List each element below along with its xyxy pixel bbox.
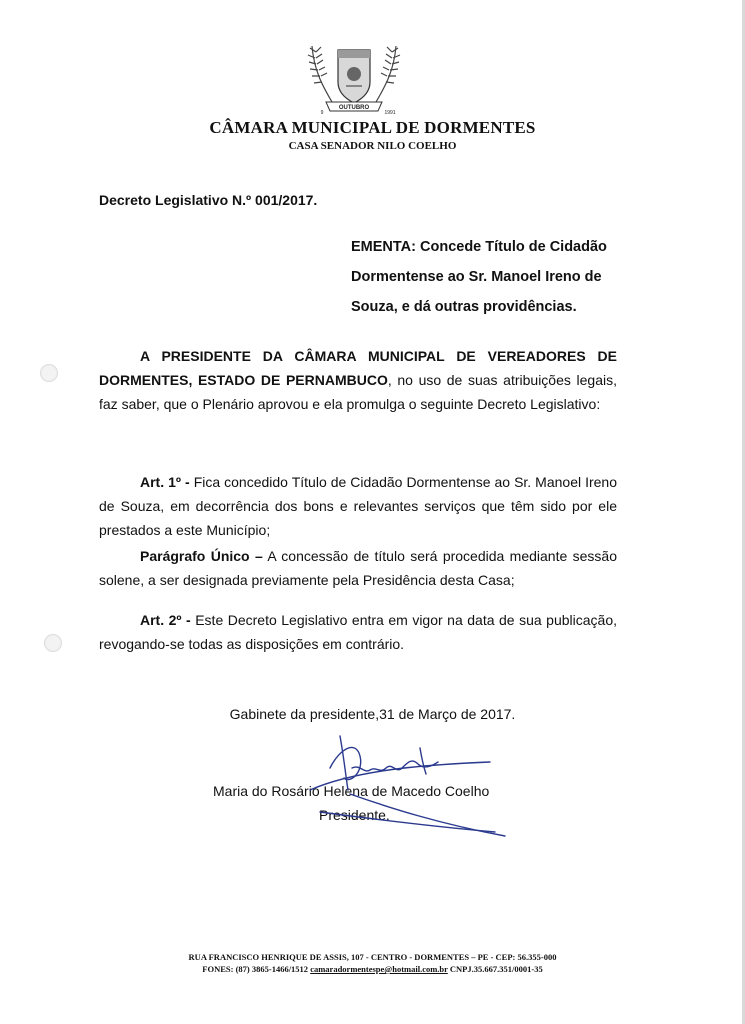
crest-year-text: 1991 xyxy=(384,110,396,116)
signer-name: Maria do Rosário Helena de Macedo Coelho xyxy=(213,783,490,799)
handwritten-signature xyxy=(300,728,515,848)
punch-hole-bottom xyxy=(44,634,62,652)
article-1-text: Fica concedido Título de Cidadão Dormentense ao Sr. Manoel Ireno de Souza, em decorrência dos bons e relevantes serviços que têm sido por ele prestados a este Município; xyxy=(99,474,618,538)
footer-cnpj: CNPJ.35.667.351/0001-35 xyxy=(447,964,543,974)
preamble-bold: A PRESIDENTE DA CÂMARA MUNICIPAL DE VEREADORES DE DORMENTES, ESTADO DE PERNAMBUCO xyxy=(99,348,617,388)
footer-address: RUA FRANCISCO HENRIQUE DE ASSIS, 107 - CENTRO - DORMENTES – PE - CEP: 56.355-000 xyxy=(188,952,557,962)
ementa-summary: EMENTA: Concede Título de Cidadão Dormentense ao Sr. Manoel Ireno de Souza, e dá outras providências. xyxy=(351,239,607,315)
article-1 xyxy=(99,470,617,542)
punch-hole-top xyxy=(40,364,58,382)
paragraph-unique xyxy=(99,544,617,592)
preamble-text: , no uso de suas atribuições legais, faz saber, que o Plenário aprovou e ela promulga o seguinte Decreto Legislativo: xyxy=(99,372,617,412)
article-2 xyxy=(99,608,617,656)
article-1-label: Art. 1º - xyxy=(140,474,190,490)
paragraph-unique-label: Parágrafo Único – xyxy=(140,548,263,564)
coat-of-arms-icon xyxy=(302,40,406,118)
article-2-text: Este Decreto Legislativo entra em vigor na data de sua publicação, revogando-se todas as disposições em contrário. xyxy=(99,612,618,652)
footer-phones: FONES: (87) 3865-1466/1512 xyxy=(202,964,311,974)
date-line: Gabinete da presidente,31 de Março de 2017. xyxy=(229,706,516,722)
wheat-left-icon xyxy=(308,46,332,102)
article-2-label: Art. 2º - xyxy=(140,612,191,628)
crest-ribbon-text: OUTUBRO xyxy=(338,105,370,111)
wheat-right-icon xyxy=(376,46,400,102)
chamber-title: CÂMARA MUNICIPAL DE DORMENTES xyxy=(209,118,536,137)
svg-text:9: 9 xyxy=(320,110,324,116)
paragraph-unique-text: A concessão de título será procedida mediante sessão solene, a ser designada previamente pela Presidência desta Casa; xyxy=(99,548,617,588)
footer-contacts xyxy=(0,964,745,974)
chamber-subtitle: CASA SENADOR NILO COELHO xyxy=(288,140,457,152)
footer-email-link[interactable]: camaradormentespe@hotmail.com.br xyxy=(310,964,448,974)
signer-role: Presidente. xyxy=(319,807,390,823)
preamble-paragraph xyxy=(99,344,617,416)
decree-number: Decreto Legislativo N.º 001/2017. xyxy=(99,192,318,208)
